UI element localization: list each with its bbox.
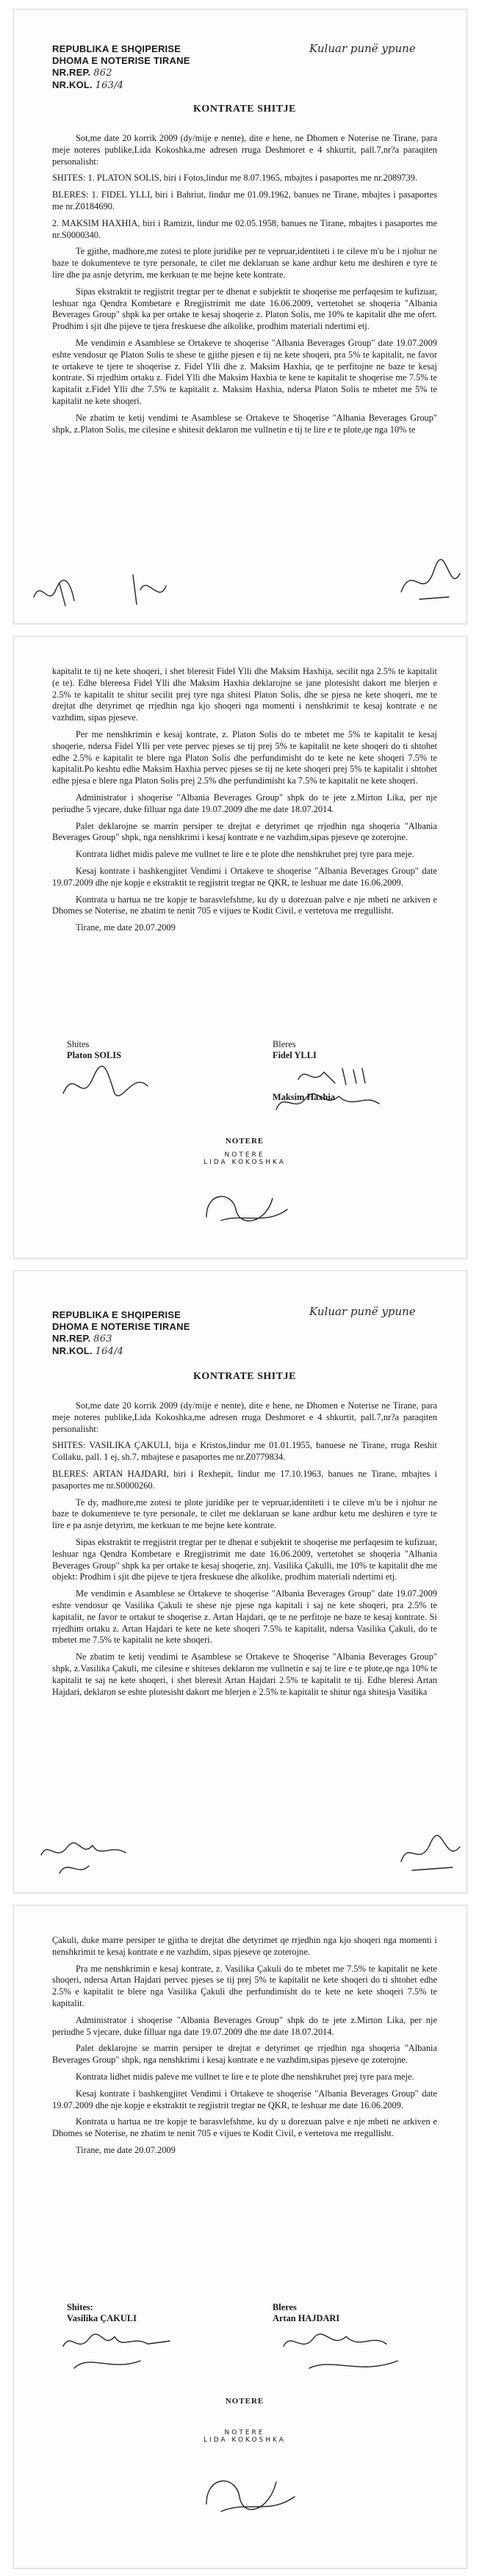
- seller-label: Shites: [67, 1039, 90, 1049]
- contract-body: [52, 666, 437, 939]
- notary-label: NOTERE: [225, 1137, 264, 1146]
- contract-body: [52, 133, 437, 441]
- assembly-paragraph: Me vendimin e Asamblese se Ortakeve te shoqerise "Albania Beverages Group" date 19.07.2009 eshte vendosur qe Vasilika Çakuli te shese nje pjese nga kapitali i saj ne kete shoqeri, pra 2.5% te kapitalit, ne favor te ortakut te shoqerise z. Artan Hajdari, qe te ne perfitoje ne baze te kesaj kontrate. Si rrjedhim ortaku z. Artan Hajdari te kete ne kete shoqeri 7.5% te kapitalit, ndersa Vasilika Çakuli, do te mbetet me 7.5% te kapitalit ne kete shoqeri.: [52, 1588, 437, 1646]
- registry-paragraph: Sipas ekstraktit te regjistrit tregtar per te dhenat e subjektit te shoqerise me perfaqesim te kufizuar, leshuar nga Qendra Kombetare e Rregjistrimit me date 16.06.2009, vertetohet se shoqeria "Albania Beverages Group" shpk ka per ortake te kesaj shoqerie z. Platon Solis, me 10% te kapitalit dhe me ofert. Prodhim i sjit dhe pijeve te tjera freskuese dhe alkolike, prodhim materiali ndertimi etj.: [52, 286, 437, 332]
- seller-signature: [60, 1064, 162, 1108]
- initials-signature-mid: [126, 568, 177, 612]
- seller-name: Vasilika ÇAKULI: [67, 2313, 137, 2323]
- kol-value: 164/4: [95, 1346, 124, 1357]
- document-header: [52, 43, 190, 92]
- handwritten-note: Kuluar punë ypune: [309, 42, 416, 55]
- kol-label: NR.KOL.: [52, 79, 93, 90]
- free-will-paragraph: Kontrata lidhet midis paleve me vullnet te lire e te plote dhe nenshkruhet prej tyre para meje.: [76, 2071, 414, 2082]
- stamp-top-text: NOTERE: [224, 2429, 265, 2436]
- buyer2-signature: [273, 1088, 383, 1117]
- execution-paragraph: Ne zbatim te ketij vendimi te Asamblese se Ortakeve te Shoqerise "Albania Beverages Group" shpk, z.Vasilika Çakuli, me cilesine e shiteses deklaron me vullnetin e saj te lire e te plote,qe nga 10% te kapitalit te saj ne kete shoqeri, i shet bleresit Artan Hajdari 2.5% te kapitalit te tij. Edhe bleresi Artan Hajdari, deklaron se eshte plotesisht dakort me blerjen e 2.5% te kapitalit te shitur nga shitesja Vasilika: [52, 1651, 437, 1697]
- contract-page-3: [13, 1270, 467, 1893]
- contract-page-1: [13, 9, 467, 624]
- administrator-paragraph: Administrator i shoqerise "Albania Beverages Group" shpk do te jete z.Mirton Lika, per nje periudhe 5 vjecare, duke filluar nga date 19.07.2009 dhe me date 18.07.2014.: [52, 792, 437, 814]
- notary-block: [52, 2396, 437, 2444]
- seller-paragraph: SHITES: VASILIKA ÇAKULI, bija e Kristos,lindur me 01.01.1955, banuese ne Tirane, rruga Reshit Collaku, pall. 1 ej, sh.7, mbajtese e pasaportes me nr.Z0779834.: [52, 1440, 437, 1463]
- initials-signature-left: [30, 575, 111, 612]
- administrator-paragraph: Administrator i shoqerise "Albania Beverages Group" shpk do te jete z.Mirton Lika, per nje periudhe 5 vjecare, duke filluar nga date 19.07.2009 dhe me date 18.07.2014.: [52, 2014, 437, 2037]
- header-rep: [52, 1333, 190, 1345]
- copies-paragraph: Kontrata u hartua ne tre kopje te barasvlefshme, ku dy u dorezuan palve e nje mbeti ne arkiven e Dhomes se Noterise, ne zbatim te nenit 705 e vijues te Kodit Civil, e vertetova me rregullisht.: [52, 2116, 437, 2139]
- buyer-paragraph: BLERES: ARTAN HAJDARI, biri i Rexhepit, lindur me 17.10.1963, banues ne Tirane, mbajtes i pasaportes me nr.S0000260.: [52, 1468, 437, 1491]
- continued-paragraph: kapitalit te tij ne kete shoqeri, i shet bleresit Fidel Ylli dhe Maksim Haxhija, secilit nga 2.5% te kapitalit (e te). Edhe blereesa Fidel Ylli dhe Maksim Haxhia deklarojne se jane plotesisht dakort me blerjen e 2.5% te kapitalit te shitur secilit prej tyre nga shitesi Platon Solis, dhe se pjesa ne kete shoqeri, me te drejtat dhe detyrimet qe rrjedhin nga kjo shoqeri nga momenti i nenshkrimit te kesaj kontrate e ne vazhdim, sipas pjeseve.: [52, 666, 437, 723]
- header-country: REPUBLIKA E SHQIPERISE: [52, 43, 181, 54]
- seller-signature: [60, 2328, 177, 2379]
- initials-signature-right: [397, 559, 464, 610]
- header-kol: [52, 1345, 190, 1358]
- seller-label: Shites:: [67, 2302, 93, 2312]
- buyer1-paragraph: BLERES: 1. FIDEL YLLI, biri i Bahriut, lindur me 01.09.1962, banues ne Tirane, mbajtes i pasaportes me nr.Z0184690.: [52, 189, 437, 211]
- place-date: Tirane, me date 20.07.2009: [76, 922, 176, 933]
- place-date: Tirane, me date 20.07.2009: [76, 2144, 176, 2155]
- buyer1-name: Fidel YLLI: [273, 1050, 317, 1060]
- seller-block: [67, 2302, 137, 2324]
- initials-signature-left: [37, 1837, 133, 1881]
- seller-block: [67, 1039, 121, 1061]
- document-header: [52, 1309, 190, 1358]
- buyer1-signature: [280, 2328, 405, 2379]
- contract-body: [52, 1400, 437, 1703]
- contract-body: [52, 1935, 437, 2162]
- header-rep: [52, 67, 190, 79]
- execution-paragraph: Ne zbatim te ketij vendimi te Asamblese se Ortakeve te Shoqerise "Albania Beverages Group" shpk, z.Platon Solis, me cilesine e shitesit deklaron me vullnetin e tij te lire e te plote,qe nga 10% te: [52, 412, 437, 435]
- contract-page-2: [13, 636, 467, 1259]
- rep-label: NR.REP.: [52, 1333, 91, 1344]
- seller-paragraph: SHITES: 1. PLATON SOLIS, biri i Fotos,lindur me 8.07.1965, mbajtes i pasaportes me nr.2089739.: [52, 173, 418, 184]
- notary-block: [52, 1136, 437, 1166]
- obligations-paragraph: Palet deklarojne se marrin persiper te drejtat e detyrimet qe rrjedhin nga shoqeria "Albania Beverages Group" shpk, nga nenshkrimi i kesaj kontrate e ne vazhdim,sipas pjeseve qe zoterojne.: [52, 2043, 437, 2066]
- rep-label: NR.REP.: [52, 67, 91, 78]
- header-kol: [52, 79, 190, 92]
- kol-label: NR.KOL.: [52, 1345, 93, 1356]
- obligations-paragraph: Palet deklarojne se marrin persiper te drejtat e detyrimet qe rrjedhin nga shoqeria "Albania Beverages Group" shpk, nga nenshkrimi i kesaj kontrate e ne vazhdim,sipas pjeseve qe zoterojne.: [52, 820, 437, 843]
- notary-signature: [199, 1180, 295, 1231]
- contract-title: KONTRATE SHITJE: [193, 1371, 296, 1382]
- header-country: REPUBLIKA E SHQIPERISE: [52, 1309, 181, 1320]
- kol-value: 163/4: [95, 80, 124, 91]
- buyers-block: [273, 2302, 339, 2324]
- initials-signature-right: [397, 1832, 464, 1876]
- buyers-label: Bleres: [273, 2302, 297, 2312]
- header-office: DHOMA E NOTERISE TIRANE: [52, 1321, 190, 1332]
- notary-signature: [199, 2464, 302, 2522]
- result-paragraph: Per me nenshkrimin e kesaj kontrate, z. Platon Solis do te mbetet me 5% te kapitalit te kesaj shoqerie, ndersa Fidel Ylli per vete pervec pjeses se tij prej 5% te kapitalit ne kete shoqeri do ti shtohet edhe 2.5% e kapitalit te blere nga Platon Solis dhe perfundimisht do te kete ne kete shoqeri 7.5% te kapitalit.Po keshtu edhe Maksim Haxhia pervec pjeses se tij ne kete shoqeri prej 5% te kapitalit i shtohet edhe pjesa e blere nga Platon Solis prej 2.5% dhe perfundimisht ka 7.5% te kapitalit ne kete shoqeri.: [52, 728, 437, 786]
- seller-name: Platon SOLIS: [67, 1050, 122, 1060]
- result-paragraph: Pra me nenshkrimin e kesaj kontrate, z. Vasilika Çakuli do te mbetet me 7.5% te kapitalit ne kete shoqeri, ndersa Artan Hajdari pervec pjeses se tij prej 5% te kapitalit ne kete shoqeri do ti shtohet edhe 2.5% e kapitalit te blere nga Vasilika Çakuli dhe perfundimisht do te kete ne kete shoqeri 7.5% te kapitalit.: [52, 1963, 437, 2008]
- intro-paragraph: Sot,me date 20 korrik 2009 (dy/mije e nente), dite e hene, ne Dhomen e Noterise ne Tirane, para meje noteres publike,Lida Kokoshka,me adresen rruga Deshmoret e 4 shkurtit, pall.7,nr?a paraqiten personalisht:: [52, 1400, 437, 1434]
- buyer2-paragraph: 2. MAKSIM HAXHIA, biri i Ramizit, lindur me 02.05.1958, banues ne Tirane, mbajtes i pasaportes me nr.S0000340.: [52, 217, 437, 240]
- buyer1-name: Artan HAJDARI: [273, 2313, 340, 2323]
- buyers-label: Bleres: [273, 1039, 296, 1049]
- attachments-paragraph: Kesaj kontrate i bashkengjitet Vendimi i Ortakeve te shoqerise "Albania Beverages Group" date 19.07.2009 dhe nje kopje e ekstraktit te regjistrit tregtar ne QKR, te leshuar me date 16.06.2009.: [52, 865, 437, 888]
- capacity-paragraph: Te gjithe, madhore,me zotesi te plote juridike per te vepruar,identiteti i te cileve m'u be i njohur ne baze te dokumenteve te tyre personale, te cilet me deklaruan se kane ardhur ketu me deshiren e tyre te lire dhe pa asnje detyrim, me kerkuan te me bejne kete kontrate.: [52, 246, 437, 280]
- buyer2-name: Maksim Haxhia: [273, 1092, 336, 1102]
- stamp-name: LIDA KOKOSHKA: [204, 2436, 286, 2444]
- stamp-top-text: NOTERE: [224, 1151, 265, 1159]
- copies-paragraph: Kontrata u hartua ne tre kopje te barasvlefshme, ku dy u dorezuan palve e nje mbeti ne arkiven e Dhomes se Noterise, ne zbatim te nenit 705 e vijues te Kodit Civil, e vertetova me rregullisht.: [52, 894, 437, 916]
- capacity-paragraph: Te dy, madhore,me zotesi te plote juridike per te vepruar,identiteti i te cileve m'u be i njohur ne baze te dokumenteve te tyre personale, te cilet me deklaruan se kane ardhur ketu me deshiren e tyre te lire e pa asnje detyrim, me kerkuan te me bejne kete kontrate.: [52, 1497, 437, 1531]
- contract-page-4: [13, 1905, 467, 2569]
- rep-value: 862: [93, 68, 112, 79]
- continued-paragraph: Çakuli, duke marre persiper te gjitha te drejtat dhe detyrimet qe rrjedhin nga kjo shoqeri nga momenti i nenshkrimit te kesaj kontrate e ne vazhdim, sipas pjeseve qe zoterojne.: [52, 1935, 437, 1957]
- buyer1-signature: [295, 1061, 375, 1090]
- rep-value: 863: [93, 1334, 112, 1345]
- contract-title: KONTRATE SHITJE: [193, 104, 296, 115]
- intro-paragraph: Sot,me date 20 korrik 2009 (dy/mije e nente), dite e hene, ne Dhomen e Noterise ne Tirane, para meje noteres publike,Lida Kokoshka,me adresen rruga Deshmoret e 4 shkurtit, pall.7,nr?a paraqiten personalisht:: [52, 133, 437, 167]
- notary-label: NOTERE: [225, 2397, 264, 2406]
- assembly-paragraph: Me vendimin e Asamblese se Ortakeve te shoqerise "Albania Beverages Group" date 19.07.2009 eshte vendosur qe Platon Solis te shese te gjithe pjesen e tij ne kete shoqeri, pra 5% te kapitalit, ne favor te ortakeve te tjere te shoqerise z. Fidel Ylli dhe z. Maksim Haxhia, qe te perfitojne ne baze te kesaj kontrate. Si rrjedhim ortaku z. Fidel Ylli dhe Maksim Haxhia te kene te kapitalit te shoqerise me 7.5% te kapitalit z.Fidel Ylli dhe 7.5% te kapitalit z. Maksim Haxhia, ndersa Platon Solis te mbetet me 5% te kapitalit ne kete shoqeri.: [52, 337, 437, 406]
- header-office: DHOMA E NOTERISE TIRANE: [52, 55, 190, 66]
- handwritten-note: Kuluar punë ypune: [309, 1305, 416, 1318]
- registry-paragraph: Sipas ekstraktit te rregjistrit tregtar per te dhenat e subjektit te shoqerise me perfaqesim te kufizuar, leshuar nga Qendra Kombetare e Rregjistrimit me date 16.06.2009, vertetohet se shoqeria "Albania Beverages Group" shpk ka per ortake te kesaj shoqerie, znj. Vasilika Çakulli, me 10% te kapitalit dhe me objekt: Prodhim i sjit dhe pijeve te tjera freskuese dhe alkolike, prodhim materiali ndertimi etj.: [52, 1536, 437, 1582]
- free-will-paragraph: Kontrata lidhet midis paleve me vullnet te lire e te plote dhe nenshkruhet prej tyre para meje.: [76, 849, 414, 860]
- attachments-paragraph: Kesaj kontrate i bashkengjitet Vendimi i Ortakeve te shoqerise "Albania Beverages Group" date 19.07.2009 dhe nje kopje e ekstraktit te regjistrit tregtar ne QKR, te leshuar me date 16.06.2009.: [52, 2088, 437, 2110]
- stamp-name: LIDA KOKOSHKA: [204, 1159, 286, 1166]
